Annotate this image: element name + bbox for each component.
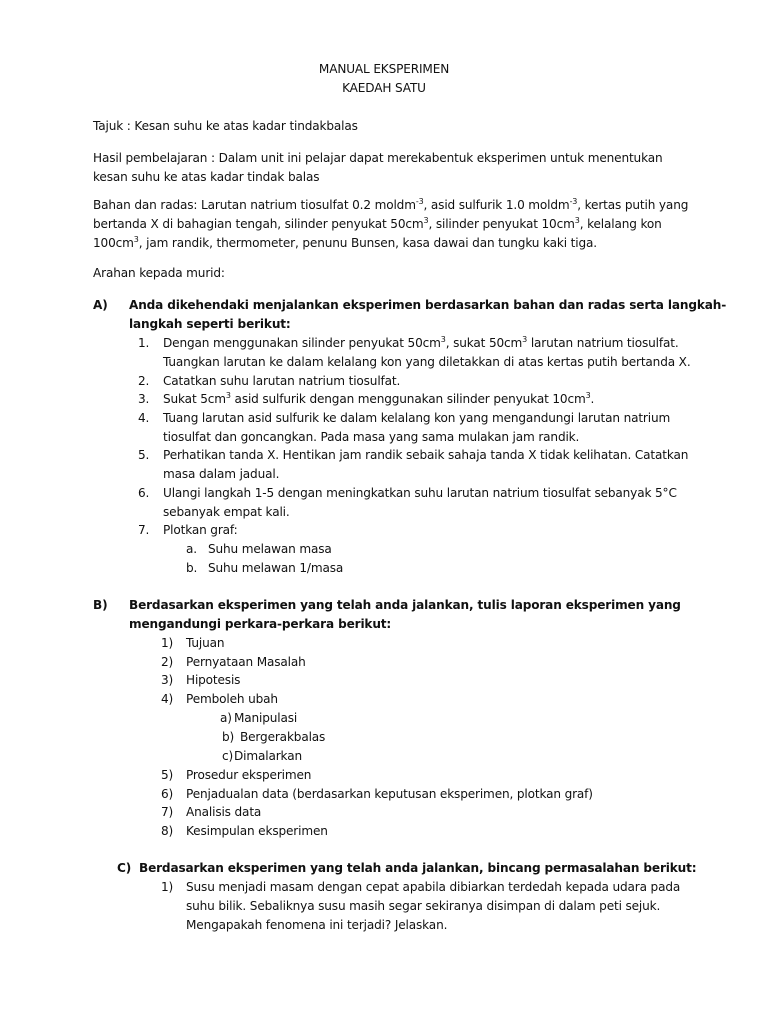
- section-b-marker: B): [93, 598, 108, 612]
- variable-item: Dimalarkan: [234, 749, 302, 763]
- step-6-line-2: sebanyak empat kali.: [163, 505, 290, 519]
- report-item-number: 8): [161, 824, 174, 838]
- step-number: 1.: [138, 336, 150, 350]
- report-item-number: 7): [161, 805, 174, 819]
- report-item-number: 1): [161, 636, 174, 650]
- variable-label: c): [222, 749, 234, 763]
- variable-label: b): [222, 730, 235, 744]
- report-item: Analisis data: [186, 805, 262, 819]
- step-1-line-2: Tuangkan larutan ke dalam kelalang kon yang diletakkan di atas kertas putih bertanda X.: [163, 355, 691, 369]
- section-b-line-2: mengandungi perkara-perkara berikut:: [129, 617, 392, 631]
- instructions-heading: Arahan kepada murid:: [93, 266, 225, 280]
- materials-line-2: bertanda X di bahagian tengah, silinder penyukat $50cm^3$, silinder penyukat $10cm^3$, kelalang kon: [93, 216, 662, 231]
- section-c-marker: C): [117, 861, 132, 875]
- graph-item: Suhu melawan 1/masa: [208, 561, 344, 575]
- report-item: Prosedur eksperimen: [186, 768, 312, 782]
- variable-item: Bergerakbalas: [240, 730, 326, 744]
- topic-line: Tajuk : Kesan suhu ke atas kadar tindakbalas: [93, 119, 358, 133]
- report-item-number: 3): [161, 673, 174, 687]
- graph-label: b.: [186, 561, 198, 575]
- graph-item: Suhu melawan masa: [208, 542, 332, 556]
- step-number: 2.: [138, 374, 150, 388]
- variable-item: Manipulasi: [234, 711, 298, 725]
- discussion-item-number: 1): [161, 880, 174, 894]
- section-a-marker: A): [93, 298, 108, 312]
- learning-outcome-line-2: kesan suhu ke atas kadar tindak balas: [93, 170, 320, 184]
- discussion-item-line-3: Mengapakah fenomena ini terjadi? Jelaskan.: [186, 918, 448, 932]
- discussion-item-line-2: suhu bilik. Sebaliknya susu masih segar sekiranya disimpan di dalam peti sejuk.: [186, 899, 661, 913]
- document-title: MANUAL EKSPERIMEN: [318, 62, 450, 76]
- section-b-line-1: Berdasarkan eksperimen yang telah anda jalankan, tulis laporan eksperimen yang: [129, 598, 681, 612]
- section-c-line-1: Berdasarkan eksperimen yang telah anda jalankan, bincang permasalahan berikut:: [139, 861, 697, 875]
- step-7-line-1: Plotkan graf:: [163, 523, 238, 537]
- step-number: 7.: [138, 523, 150, 537]
- discussion-item-line-1: Susu menjadi masam dengan cepat apabila dibiarkan terdedah kepada udara pada: [186, 880, 681, 894]
- step-5-line-2: masa dalam jadual.: [163, 467, 280, 481]
- graph-label: a.: [186, 542, 197, 556]
- step-number: 3.: [138, 392, 150, 406]
- step-3-line-1: Sukat $5cm^3$ asid sulfurik dengan menggunakan silinder penyukat $10cm^3$.: [163, 391, 595, 406]
- step-4-line-2: tiosulfat dan goncangkan. Pada masa yang sama mulakan jam randik.: [163, 430, 580, 444]
- materials-line-3: $100cm^3$, jam randik, thermometer, penunu Bunsen, kasa dawai dan tungku kaki tiga.: [93, 235, 597, 250]
- materials-line-1: Bahan dan radas: Larutan natrium tiosulfat 0.2 moldm$^{-3}$, asid sulfurik 1.0 moldm$^{-3}$, kertas putih yang: [93, 197, 689, 212]
- step-5-line-1: Perhatikan tanda X. Hentikan jam randik sebaik sahaja tanda X tidak kelihatan. Catatkan: [163, 448, 689, 462]
- section-a-line-1: Anda dikehendaki menjalankan eksperimen berdasarkan bahan dan radas serta langkah-: [129, 298, 727, 312]
- step-number: 5.: [138, 448, 150, 462]
- report-item: Penjadualan data (berdasarkan keputusan eksperimen, plotkan graf): [186, 787, 593, 801]
- step-1-line-1: Dengan menggunakan silinder penyukat $50cm^3$, sukat $50cm^3$ larutan natrium tiosulfat.: [163, 335, 679, 350]
- variable-label: a): [220, 711, 232, 725]
- step-6-line-1: Ulangi langkah 1-5 dengan meningkatkan suhu larutan natrium tiosulfat sebanyak 5°C: [163, 486, 677, 500]
- report-item-number: 6): [161, 787, 174, 801]
- section-a-line-2: langkah seperti berikut:: [129, 317, 291, 331]
- report-item: Pernyataan Masalah: [186, 655, 306, 669]
- report-item: Pemboleh ubah: [186, 692, 278, 706]
- report-item-number: 5): [161, 768, 174, 782]
- step-2-line-1: Catatkan suhu larutan natrium tiosulfat.: [163, 374, 401, 388]
- step-number: 4.: [138, 411, 150, 425]
- document-subtitle: KAEDAH SATU: [342, 81, 426, 95]
- report-item-number: 2): [161, 655, 174, 669]
- step-number: 6.: [138, 486, 150, 500]
- report-item: Kesimpulan eksperimen: [186, 824, 328, 838]
- report-item: Tujuan: [186, 636, 225, 650]
- step-4-line-1: Tuang larutan asid sulfurik ke dalam kelalang kon yang mengandungi larutan natrium: [163, 411, 671, 425]
- report-item-number: 4): [161, 692, 174, 706]
- learning-outcome-line-1: Hasil pembelajaran : Dalam unit ini pelajar dapat merekabentuk eksperimen untuk menentukan: [93, 151, 663, 165]
- report-item: Hipotesis: [186, 673, 241, 687]
